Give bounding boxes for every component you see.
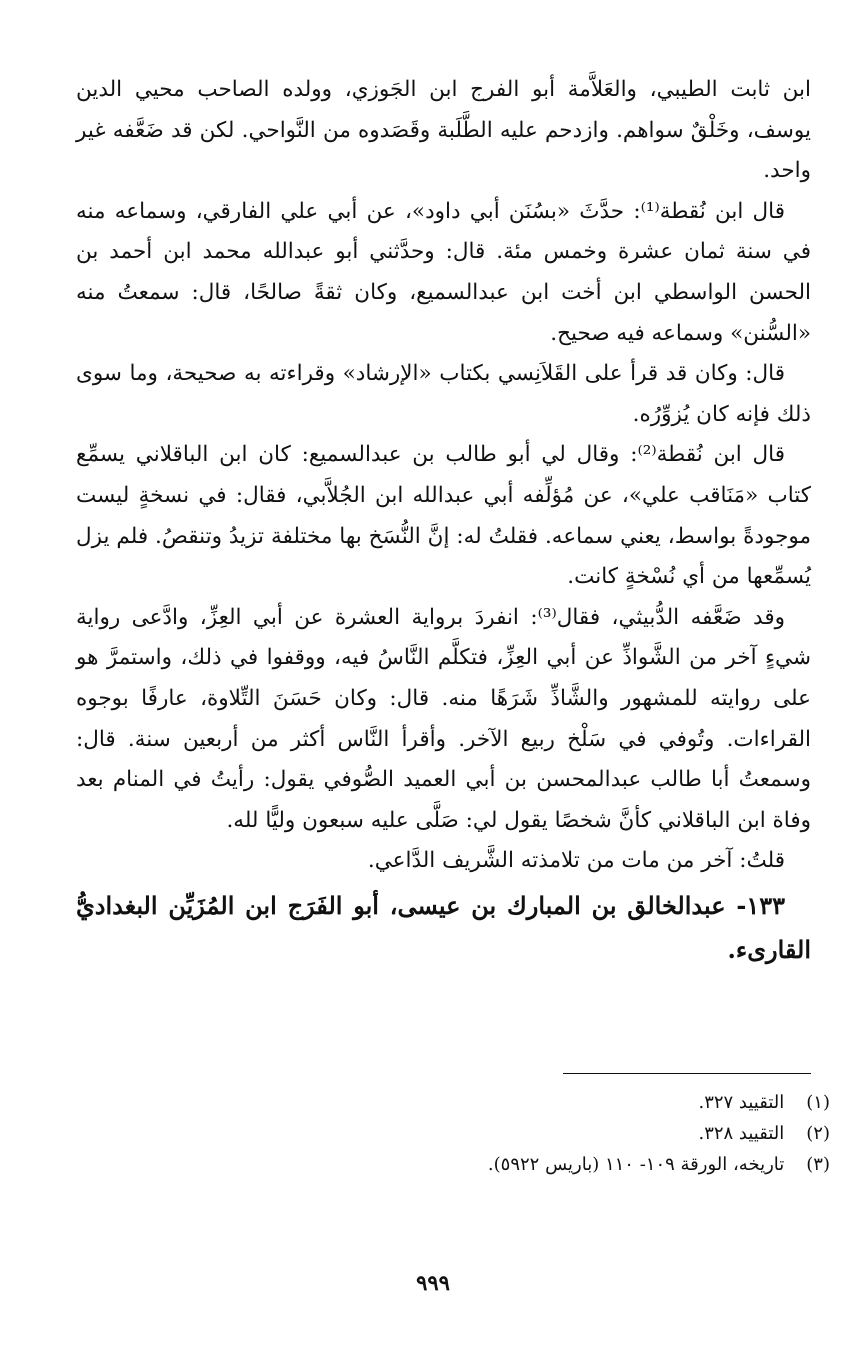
paragraph-intro: ابن ثابت الطيبي، والعَلاَّمة أبو الفرج ابن الجَوزي، وولده الصاحب محيي الدين يوسف، وخَلْقٌ سواهم. وازدحم عليه الطَّلَبة وقَصَدوه من النَّواحي. لكن قد ضَعَّفه غير واحد. (76, 77, 811, 184)
paragraph-qalanisi: قال: وكان قد قرأ على القَلاَنِسي بكتاب «الإرشاد» وقراءته به صحيحة، وما سوى ذلك فإنه كان يُزوِّرُه. (76, 361, 811, 427)
footnote-number: (٣) (806, 1154, 830, 1175)
paragraph-author-note: قلتُ: آخر من مات من تلامذته الشَّريف الدَّاعي. (367, 848, 785, 874)
footnote-divider (563, 1073, 811, 1074)
main-text (76, 70, 811, 972)
footnote-item (300, 1149, 830, 1180)
footnote-text: التقييد ٣٢٧. (698, 1092, 785, 1113)
footnote-text: التقييد ٣٢٨. (698, 1123, 785, 1144)
footnote-item (300, 1118, 830, 1149)
footnote-item (300, 1087, 830, 1118)
paragraph-ibn-nuqta-2: قال ابن نُقطة⁽²⁾: وقال لي أبو طالب بن عبدالسميع: كان ابن الباقلاني يسمِّع كتاب «مَنَاقب علي»، عن مُؤلِّفه أبي عبدالله ابن الجُلاَّبي، فقال: في نسخةٍ ليست موجودةً بواسط، يعني سماعه. فقلتُ له: إنَّ النُّسَخ بها مختلفة تزيدُ وتنقصُ. فلم يزل يُسمِّعها من أي نُسْخةٍ كانت. (76, 442, 811, 590)
page-number: ٩٩٩ (416, 1270, 450, 1295)
paragraph-dubaythi: وقد ضَعَّفه الدُّبيثي، فقال⁽³⁾: انفردَ برواية العشرة عن أبي العِزِّ، وادَّعى رواية شيءٍ آخر من الشَّواذِّ عن أبي العِزِّ، فتكلَّم النَّاسُ فيه، ووقفوا في ذلك، واستمرَّ هو على روايته للمشهور والشَّاذِّ شَرَهًا منه. قال: وكان حَسَنَ التِّلاوة، عارفًا بوجوه القراءات. وتُوفي في سَلْخ ربيع الآخر. وأقرأ النَّاس أكثر من أربعين سنة. قال: وسمعتُ أبا طالب عبدالمحسن بن أبي العميد الصُّوفي يقول: رأيتُ في المنام بعد وفاة ابن الباقلاني كأنَّ شخصًا يقول لي: صَلَّى عليه سبعون وليًّا لله. (76, 604, 811, 833)
footnotes (300, 1087, 830, 1180)
paragraph-ibn-nuqta-1: قال ابن نُقطة⁽¹⁾: حدَّثَ «بسُنَن أبي داود»، عن أبي علي الفارقي، وسماعه منه في سنة ثمان عشرة وخمس مئة. قال: وحدَّثني أبو عبدالله محمد ابن أحمد بن الحسن الواسطي ابن أخت ابن عبدالسميع، وكان ثقةً صالحًا، قال: سمعتُ منه «السُّنن» وسماعه فيه صحيح. (76, 198, 811, 346)
footnote-text: تاريخه، الورقة ١٠٩- ١١٠ (باريس ٥٩٢٢). (487, 1154, 785, 1175)
footnote-number: (٢) (806, 1123, 830, 1144)
entry-heading: ١٣٣- عبدالخالق بن المبارك بن عيسى، أبو الفَرَج ابن المُزَيِّن البغداديُّ القارىء. (76, 890, 811, 964)
footnote-number: (١) (806, 1092, 830, 1113)
